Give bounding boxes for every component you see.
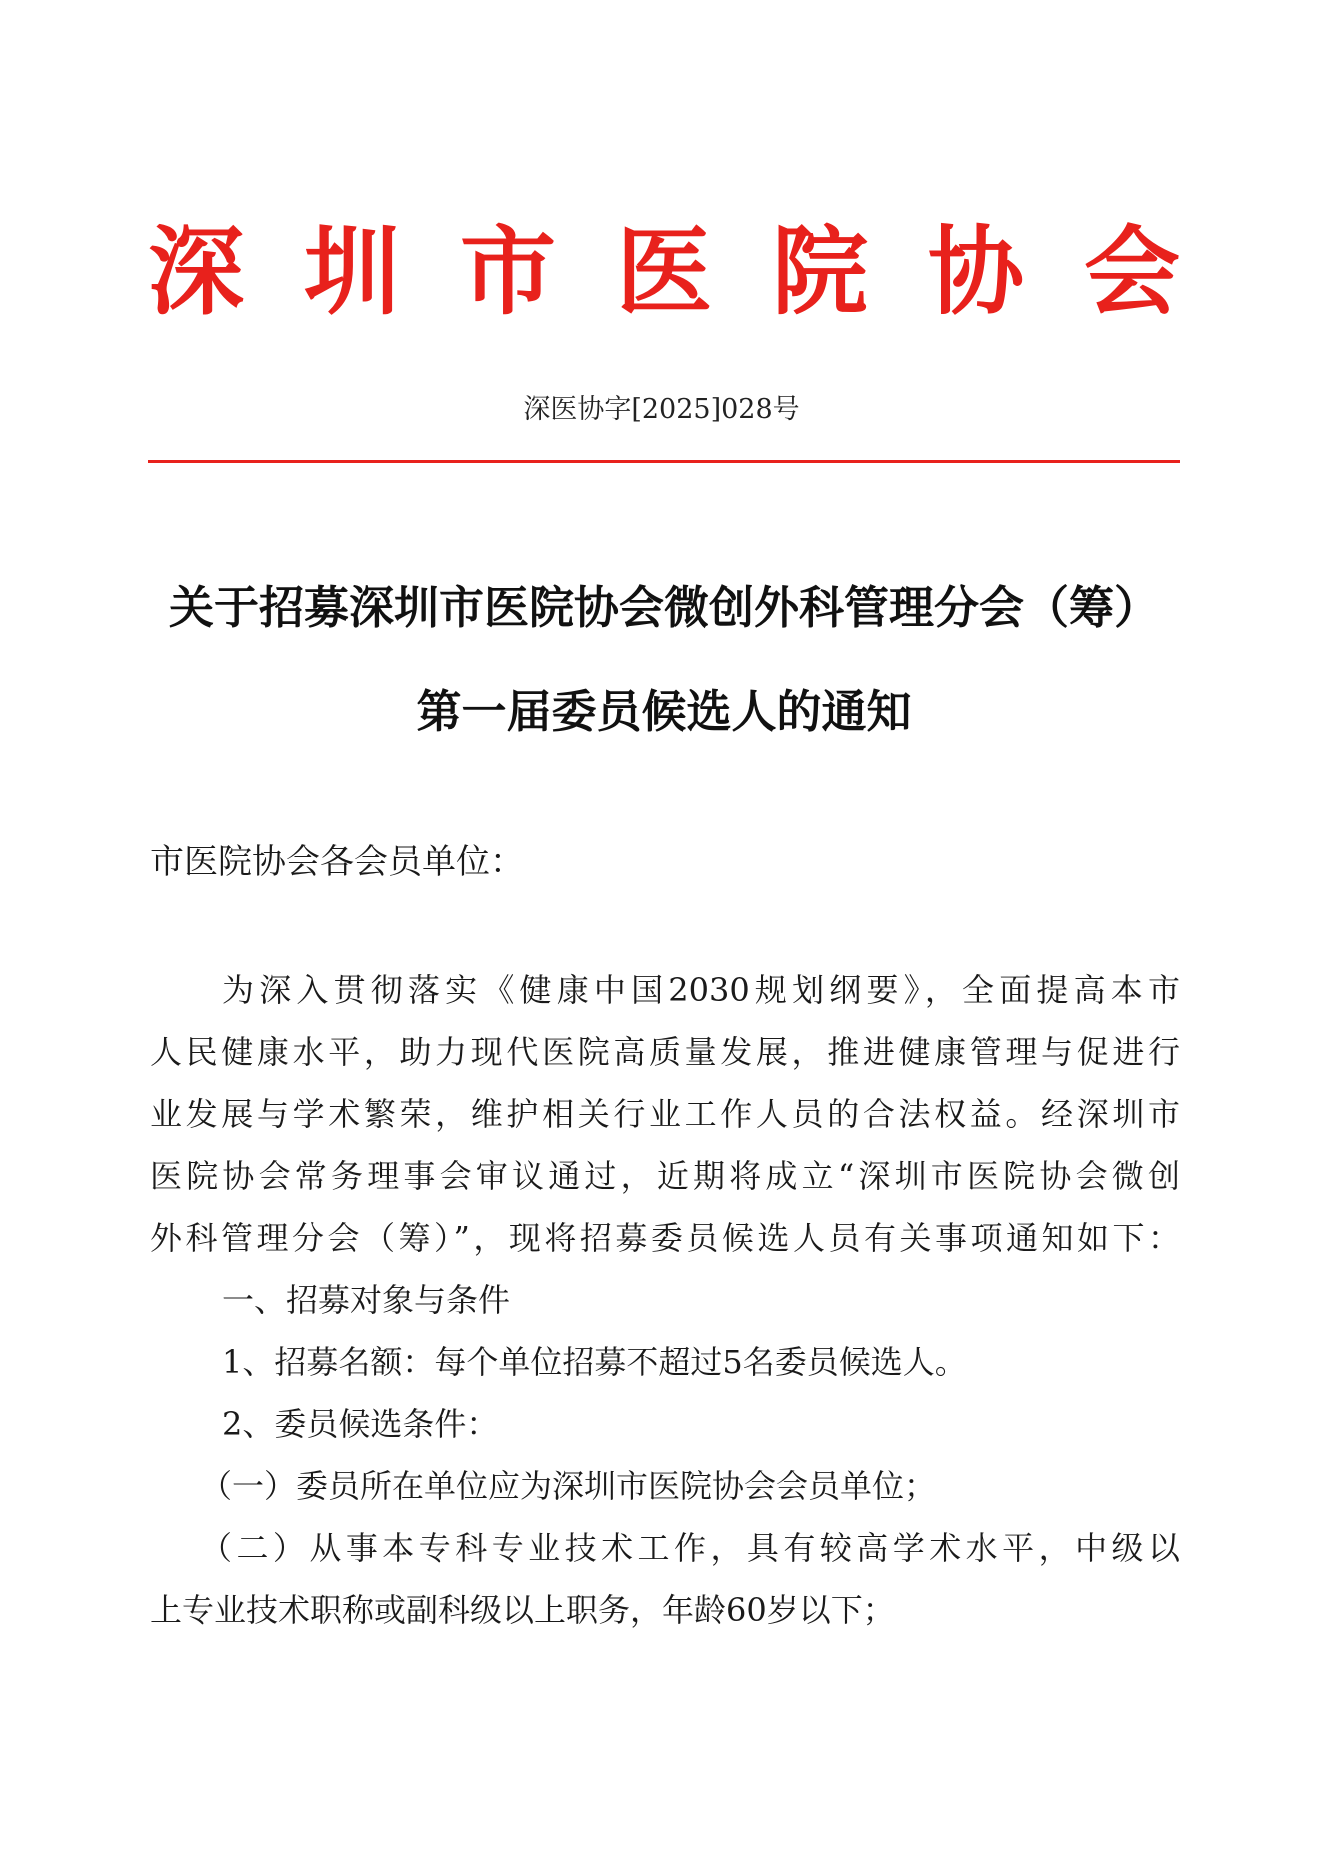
- notice-title-line-2: 第一届委员候选人的通知: [416, 685, 912, 738]
- section-heading-1: 一、招募对象与条件: [222, 1281, 511, 1319]
- red-divider: [148, 460, 1180, 463]
- masthead-char: 深: [148, 216, 244, 328]
- condition-2-line-2: 上专业技术职称或副科级以上职务，年龄60岁以下；: [150, 1591, 895, 1629]
- masthead-char: 圳: [304, 216, 400, 328]
- paragraph-1-line-1: 为深入贯彻落实《健康中国2030规划纲要》，全面提高本市: [222, 971, 1180, 1009]
- document-number: 深医协字[2025]028号: [523, 394, 800, 425]
- masthead-char: 会: [1084, 216, 1180, 328]
- masthead-char: 协: [928, 216, 1024, 328]
- masthead-org-name: [148, 216, 1180, 328]
- paragraph-1-line-4: 医院协会常务理事会审议通过，近期将成立“深圳市医院协会微创: [150, 1157, 1180, 1195]
- paragraph-1-line-2: 人民健康水平，助力现代医院高质量发展，推进健康管理与促进行: [150, 1033, 1180, 1071]
- notice-title-line-1: 关于招募深圳市医院协会微创外科管理分会（筹）: [168, 581, 1159, 634]
- list-item-2: 2、委员候选条件：: [222, 1405, 499, 1443]
- masthead-char: 医: [616, 216, 712, 328]
- condition-1: （一）委员所在单位应为深圳市医院协会会员单位；: [200, 1467, 937, 1505]
- paragraph-1-line-3: 业发展与学术繁荣，维护相关行业工作人员的合法权益。经深圳市: [150, 1095, 1180, 1133]
- salutation: 市医院协会各会员单位：: [150, 842, 524, 882]
- masthead-char: 市: [460, 216, 556, 328]
- condition-2-line-1: （二）从事本专科专业技术工作，具有较高学术水平，中级以: [200, 1529, 1180, 1567]
- paragraph-1-line-5: 外科管理分会（筹）”，现将招募委员候选人员有关事项通知如下：: [150, 1219, 1180, 1257]
- masthead-char: 院: [772, 216, 868, 328]
- list-item-1: 1、招募名额：每个单位招募不超过5名委员候选人。: [222, 1343, 967, 1381]
